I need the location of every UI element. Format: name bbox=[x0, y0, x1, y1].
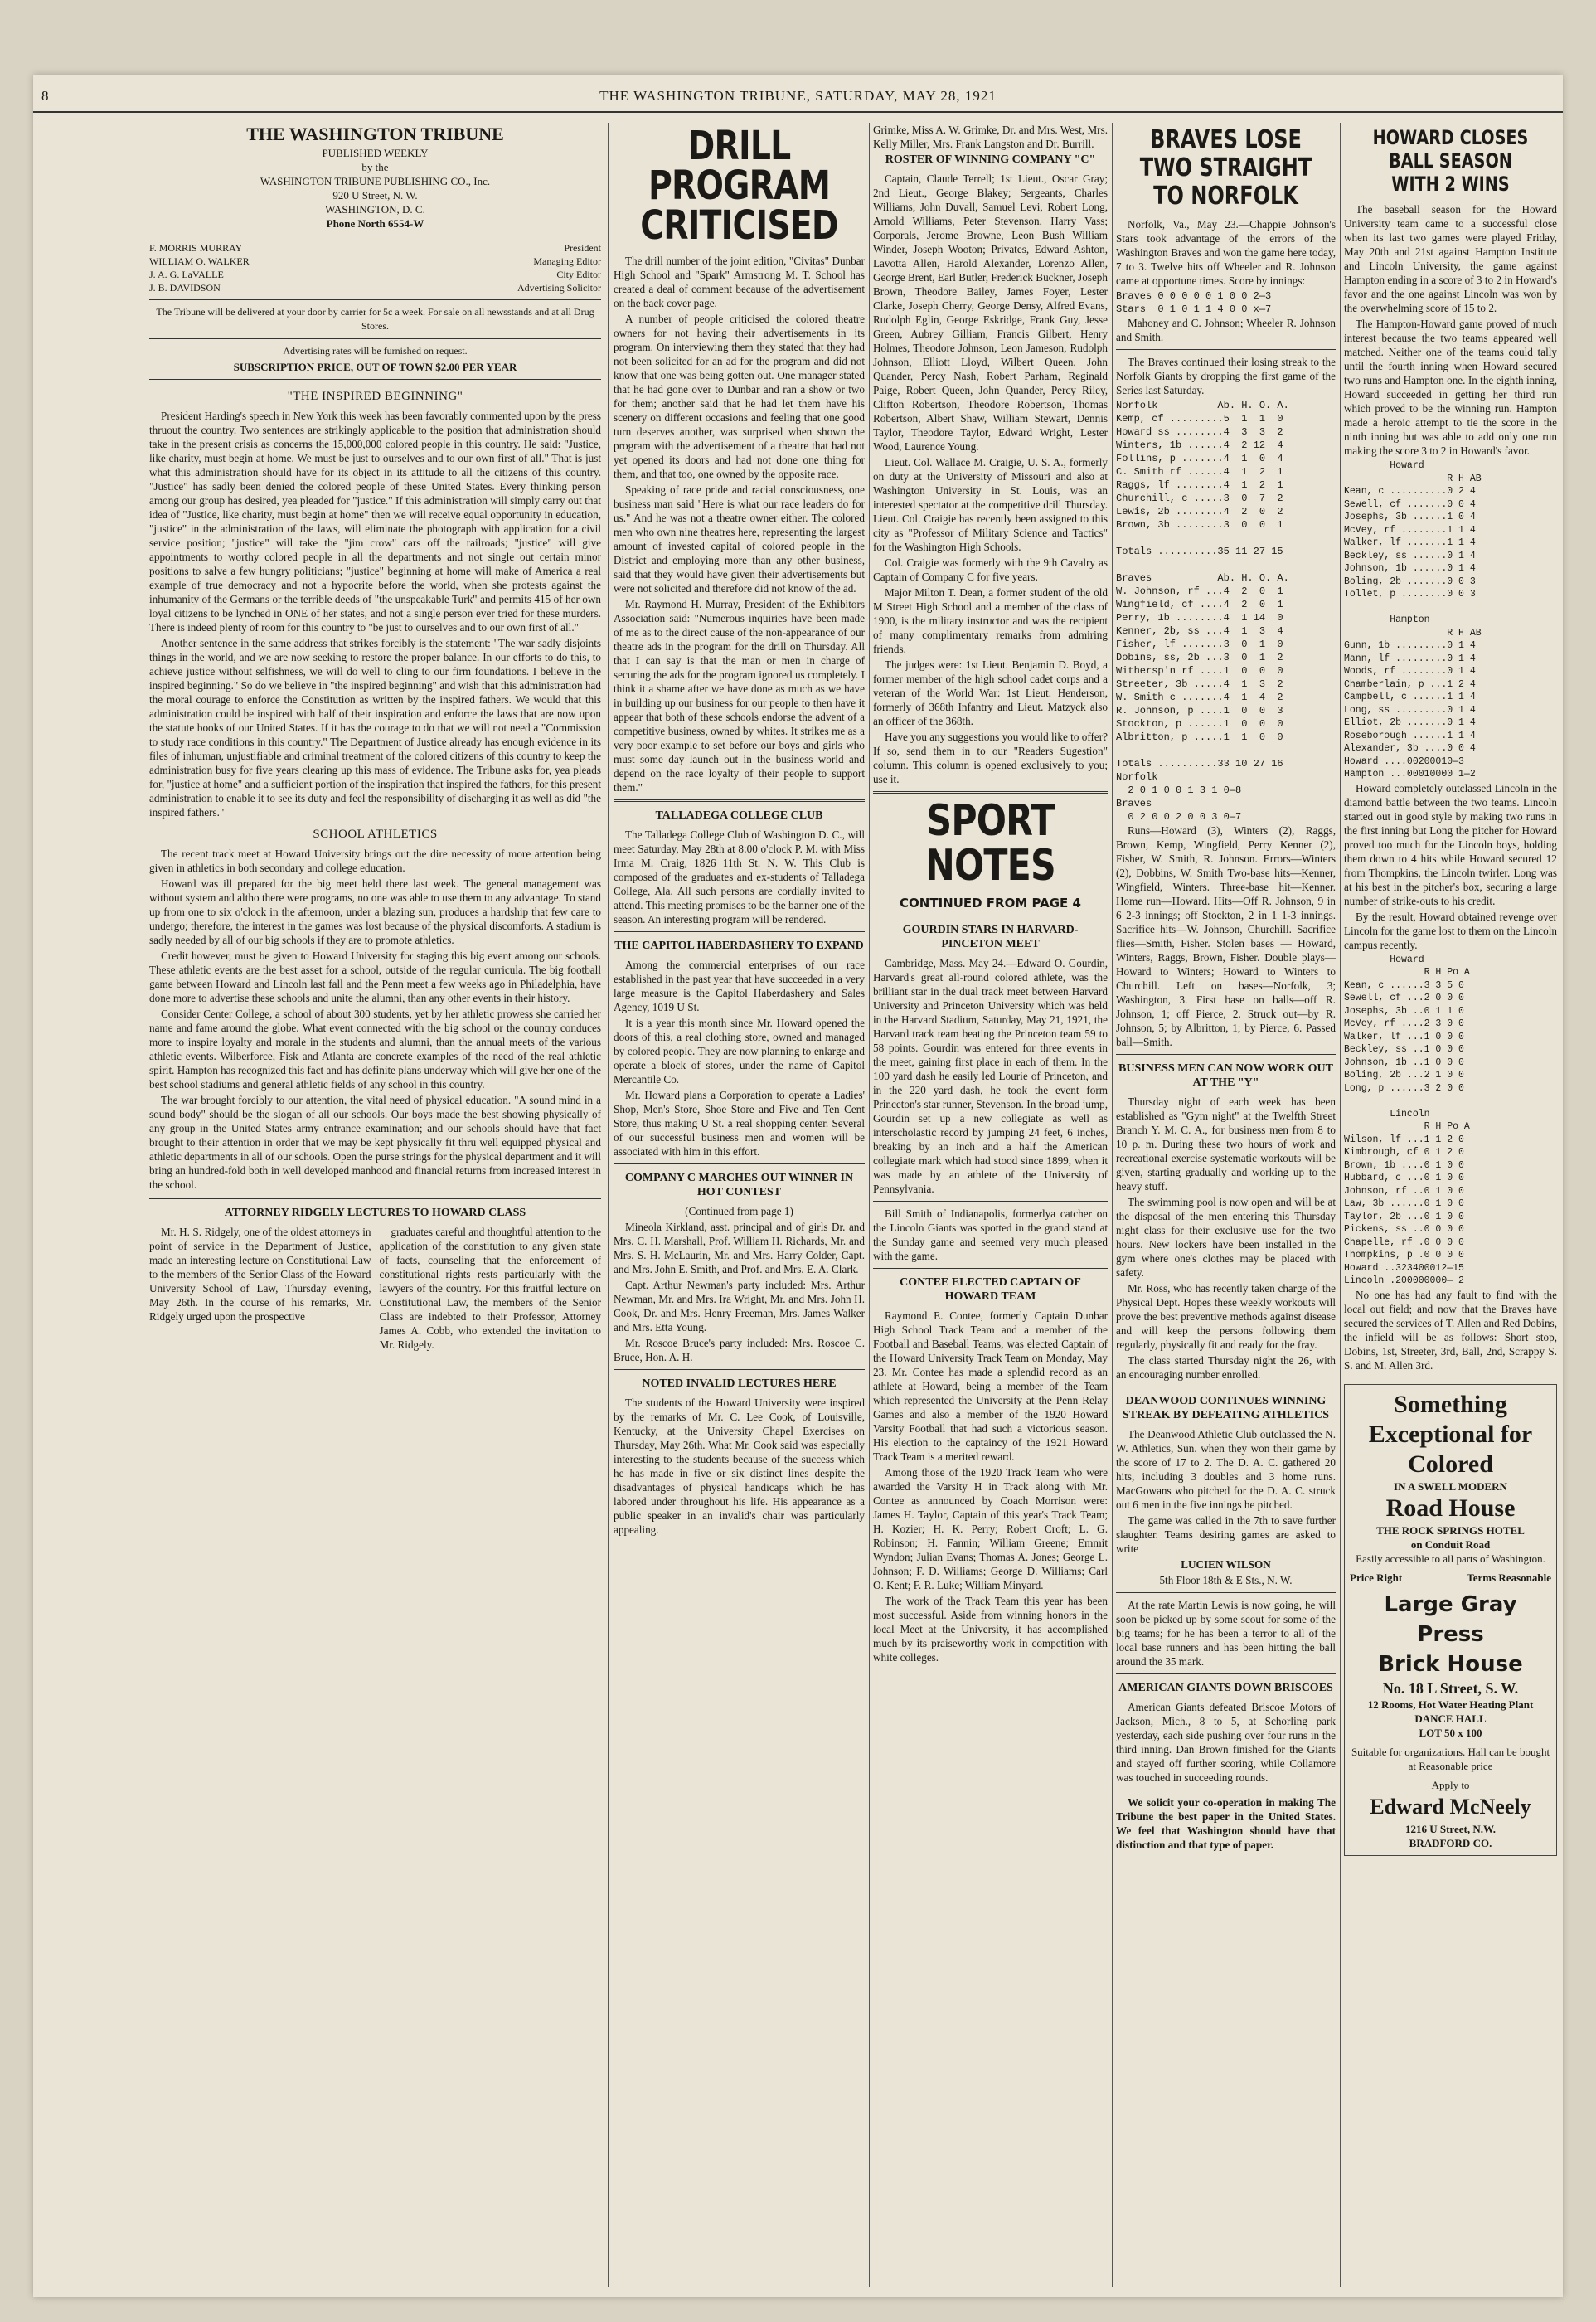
paragraph: The baseball season for the Howard University team came to a successful close when its last two games were played Friday, May 20th and 21st against Hampton Institute and Lincoln University, the game against Hampton ending in a score of 3 to 2 in Howard's favor and the one against Lincoln was won by the overwhelming score of 15 to 2. bbox=[1344, 203, 1557, 314]
article-text: Mahoney and C. Johnson; Wheeler R. Johnson and Smith. bbox=[1116, 317, 1336, 343]
colophon bbox=[149, 123, 601, 231]
ad-line: Suitable for organizations. Hall can be bought at Reasonable price bbox=[1351, 1745, 1550, 1772]
article-text: Mr. H. S. Ridgely, one of the oldest attorneys in point of service in the Department of Justice, made an interesting lecture on Constitutional Law to the members of the Senior Class of the Howard University School of Law, Thursday evening, May 26th. In the course of his remarks, Mr. Ridgely urged upon the prospective bbox=[149, 1226, 371, 1323]
paragraph: The judges were: 1st Lieut. Benjamin D. Boyd, a former member of the high school cadet corps and a veteran of the World War: 1st Lieut. Henderson, formerly of 368th Infantry and Lieut. Matzyck also an officer of the 368th. bbox=[873, 658, 1108, 727]
paragraph: Major Milton T. Dean, a former student of the old M Street High School and a member of the class of 1900, is the military instructor and was the recipient of many complimentary remarks from admiring friends. bbox=[873, 586, 1108, 655]
paragraph: Credit however, must be given to Howard University for staging this big event among our schools. These athletic events are the best asset for a school, outside of the regular curricula. The big football game between Howard and Lincoln last fall and the Penn meet a few weeks ago in Philadelphia, have done more to advertise these schools and unite the alumni, than any other events in their history. bbox=[149, 950, 601, 1004]
masthead-title: THE WASHINGTON TRIBUNE, SATURDAY, MAY 28, 1921 bbox=[599, 88, 997, 104]
article-body bbox=[1116, 1095, 1336, 1382]
article-body bbox=[873, 1309, 1108, 1664]
article-body bbox=[873, 455, 1108, 786]
staff-row bbox=[149, 268, 601, 281]
colophon-by: by the bbox=[361, 161, 389, 173]
staff-role: Managing Editor bbox=[533, 255, 601, 267]
paragraph: Consider Center College, a school of about 300 students, yet by her athletic prowess she carried her name and fame around the globe. What event connected with the big school or the country conduces more to inspire loyalty and morale in the students and alumni, than the annual meets of the various athletic events. Wilberforce, Fisk and Atlanta are concrete examples of the need of the real athletic spirit. Hampton has recognized this fact and has definite plans underway which will give her one of the best school stadiums and general athletic fields of any school in this country. bbox=[149, 1008, 601, 1091]
paragraph: Howard was ill prepared for the big meet held there last week. The general management was without system and altho there were programs, no one was able to use them to any advantage. To stand up from one to six o'clock in the afternoon, under a blazing sun, produces a hardship that few care to undergo; therefore, the interest in the games was lost because of the physical discomforts. A stadium is sadly needed by all of our big schools if they are to promote athletics. bbox=[149, 877, 601, 946]
paragraph: The recent track meet at Howard University brings out the dire necessity of more attention being given in athletics in both secondary and college education. bbox=[149, 848, 601, 874]
paragraph: Mr. Roscoe Bruce's party included: Mrs. Roscoe C. Bruce, Hon. A. H. bbox=[614, 1337, 865, 1363]
article-text: At the rate Martin Lewis is now going, he will soon be picked up by some scout for some of the big teams; for he has been a terror to all of the local base runners and has been hitting the ball around the 35 mark. bbox=[1116, 1599, 1336, 1668]
paragraph: Among those of the 1920 Track Team who were awarded the Varsity H in Track along with Mr. Contee as announced by Coach Morrison were: James H. Taylor, Captain of this year's Track Team; H. Kozier; H. K. Perry; Robert Croft; L. G. Robinson; H. Fannin; William Greene; Emmit Wyndon; Julian Evans; Thomas A. Jones; George L. Johnson; F. D. Williams; George D. Williams; Carl O. Kent; F. R. Luke; William Minyard. bbox=[873, 1466, 1108, 1591]
box-score: Norfolk Ab. H. O. A. Kemp, cf .........5 1 1 0 Howard ss ........4 3 3 2 Winters, 1b ......4 2 12 4 Follins, p .......4 1 0 4 C. Smith rf ......4 1 2 1 Raggs, lf ........4 1 2 1 Churchill, c .....3 0 7 2 Lewis, 2b ........4 2 0 2 Brown, 3b ........3 0 0 1 Totals ..........35 11 27 15 Braves Ab. H. O. A. W. Johnson, rf ...4 2 0 1 Wingfield, cf ....4 2 0 1 Perry, 1b ........4 1 14 0 Kenner, 2b, ss ...4 1 3 4 Fisher, lf .......3 0 1 0 Dobins, ss, 2b ...3 0 1 2 Withersp'n rf ....1 0 0 0 Streeter, 3b .....4 1 3 2 W. Smith c .......4 1 4 2 R. Johnson, p ....1 0 0 3 Stockton, p ......1 0 0 0 Albritton, p .....1 1 0 0 Totals ..........33 10 27 16 Norfolk 2 0 1 0 0 1 3 1 0—8 Braves 0 2 0 0 2 0 0 3 0—7 bbox=[1116, 400, 1289, 823]
staff-name: WILLIAM O. WALKER bbox=[149, 255, 250, 267]
paragraph: A number of people criticised the colored theatre owners for not having their advertisements in its program. On interviewing them they stated that they had not been solicited for an ad for the program and did not know that one was being gotten out. One manager stated that he had gone over to Dunbar and ran a show or two for them; another said that he had let them have his scenery on different occasions and feeling that one good turn deserves another, was surprised when shown the program with the advertisement of a theatre that had not yet opened its doors and had not done one thing for them, and that too, one owned by the opposite race. bbox=[614, 313, 865, 480]
article-text: graduates careful and thoughtful attention to the application of the constitution to any given state of facts, counseling that the enforcement of constitutional rights rests particularly with the lawyers of the country. For this fruitful lecture on Constitutional Law, the members of the Senior Class are indebted to their Professor, Attorney James A. Cobb, who extended the invitation to Mr. Ridgely. bbox=[379, 1226, 601, 1351]
staff-role: President bbox=[564, 242, 601, 254]
ad-price: Price Right bbox=[1350, 1571, 1403, 1584]
article-text: No one has had any fault to find with the local out field; and now that the Braves have secured the services of T. Allen and Red Dobins, the infield will be as follows: Short stop, Dobins, 1st, Streeter, 3rd, Ball, 2nd, Scrappy S. S. and M. Allen 3rd. bbox=[1344, 1288, 1557, 1372]
article-headline: ATTORNEY RIDGELY LECTURES TO HOWARD CLASS bbox=[224, 1207, 526, 1219]
paragraph: The work of the Track Team this year has been most successful. Aside from winning honors in the local Meet at the University, it has accomplished much by its praiseworthy work in competition with white colleges. bbox=[873, 1595, 1108, 1664]
roadhouse-ad bbox=[1344, 1384, 1557, 1856]
contact-address: 5th Floor 18th & E Sts., N. W. bbox=[1159, 1574, 1293, 1586]
column-2 bbox=[614, 123, 865, 2287]
contact-name: LUCIEN WILSON bbox=[1181, 1558, 1271, 1571]
article-text: Howard completely outclassed Lincoln in the diamond battle between the two teams. Lincoln started out in good style by making two runs in the first inning but Long the pitcher for Howard proved too much for the Lincoln boys, holding them down to 4 hits while Howard secured 12 from Thompkins, the Lincoln twirler. Long was at his best in the pitcher's box, securing a large number of strike-outs to his credit. bbox=[1344, 781, 1557, 907]
article-headline: ROSTER OF WINNING COMPANY "C" bbox=[885, 153, 1096, 166]
ad-line: 1216 U Street, N.W. bbox=[1404, 1822, 1497, 1835]
paragraph: Mr. Raymond H. Murray, President of the Exhibitors Association said: "Numerous inquiries have been made of me as to the direct cause of the non-appearance of our theatre ads in the program for the drill on Thursday. All that I can say is that the man or men in charge of securing the ads for the program ignored us completely. I think it a shame after we have done as much as we have in building up our business for our people to then have it appear that both of these schools endorse the advent of a competitive business, owned by whites. It strikes me as a very poor example to set before our boys and girls who must some day launch out in the business world and depend on the race loyalty of their people to support them." bbox=[614, 598, 865, 794]
column-4 bbox=[1116, 123, 1336, 2287]
ad-line: THE ROCK SPRINGS HOTEL bbox=[1376, 1523, 1525, 1537]
column-3 bbox=[873, 123, 1108, 2287]
paragraph: Mr. Ross, who has recently taken charge of the Physical Dept. Hopes these weekly workouts will prove the best preventive methods against disease and will keep the persons following them regularly, physically fit and ready for the fray. bbox=[1116, 1282, 1336, 1351]
ad-line: LOT 50 x 100 bbox=[1419, 1726, 1482, 1739]
paragraph: Col. Craigie was formerly with the 9th Cavalry as Captain of Company C for five years. bbox=[873, 556, 1108, 583]
column-rule bbox=[1340, 123, 1341, 2287]
staff-list bbox=[149, 241, 601, 294]
ad-line: Large Gray Press bbox=[1384, 1591, 1517, 1647]
article-text: The Braves continued their losing streak to the Norfolk Giants by dropping the first game of the Series last Saturday. bbox=[1116, 356, 1336, 396]
ad-line: Colored bbox=[1408, 1450, 1493, 1478]
article-body bbox=[614, 1220, 865, 1364]
ad-line: Easily accessible to all parts of Washington. bbox=[1356, 1552, 1545, 1565]
article-body bbox=[1116, 1427, 1336, 1556]
ad-line: Edward McNeely bbox=[1370, 1794, 1531, 1819]
ad-rates: Advertising rates will be furnished on request. bbox=[283, 345, 468, 357]
column-5 bbox=[1344, 123, 1557, 2287]
box-score: Howard R H AB Kean, c ..........0 2 4 Sewell, cf .......0 0 4 Josephs, 3b ......1 0 4 McVey, rf ........1 1 4 Walker, lf .......1 1 4 Beckley, ss ......0 1 4 Johnson, 1b ......0 1 4 Boling, 2b .......0 0 3 Tollet, p ........0 0 3 Hampton R H AB Gunn, 1b .........0 1 4 Mann, lf .........0 1 4 Woods, rf ........0 1 4 Chamberlain, p ...1 2 4 Campbell, c ......1 1 4 Long, ss .........0 1 4 Elliot, 2b .......0 1 4 Roseborough ......1 1 4 Alexander, 3b ....0 0 4 Howard ....00200010—3 Hampton ...00010000 1—2 bbox=[1344, 460, 1482, 780]
article-text: The students of the Howard University were inspired by the remarks of Mr. C. Lee Cook, of Louisville, Kentucky, at the University Chapel Exercises on Thursday, May 26th. What Mr. Cook said was especially interesting to the students because of the success which he has made in five or six distinct lines despite the disadvantages of physical handicaps which he has labored under throughout his life. His appearance as a public speaker in an invalid's chair was particularly appealing. bbox=[614, 1397, 865, 1536]
article-headline: COMPANY C MARCHES OUT WINNER IN HOT CONTEST bbox=[624, 1172, 854, 1198]
paragraph: The drill number of the joint edition, "Civitas" Dunbar High School and "Spark" Armstrong M. T. School has created a deal of comment because of the advertisement on the back cover page. bbox=[614, 255, 865, 309]
colophon-phone: Phone North 6554-W bbox=[326, 217, 424, 230]
ad-line: BRADFORD CO. bbox=[1409, 1836, 1492, 1849]
ad-line: Exceptional for bbox=[1368, 1420, 1533, 1448]
ad-terms: Terms Reasonable bbox=[1467, 1571, 1551, 1584]
subscription-price: SUBSCRIPTION PRICE, OUT OF TOWN $2.00 PER YEAR bbox=[233, 361, 517, 373]
colophon-address: 920 U Street, N. W. bbox=[332, 189, 418, 202]
page-number: 8 bbox=[41, 88, 50, 104]
editorial-headline: "THE INSPIRED BEGINNING" bbox=[287, 390, 463, 403]
masthead bbox=[33, 86, 1563, 113]
sport-notes-headline: SPORT NOTES bbox=[925, 796, 1055, 891]
paragraph: Mr. Howard plans a Corporation to operate a Ladies' Shop, Men's Store, Shoe Store and Five and Ten Cent Store, thus making U St. a real shopping center. Several of our successful business men and women will be associated with him in this effort. bbox=[614, 1089, 865, 1158]
column-1 bbox=[149, 123, 601, 2287]
paragraph: It is a year this month since Mr. Howard opened the doors of this, a real clothing store, owned and managed by colored people. They are now planning to enlarge and operate a block of stores, under the name of Capitol Mercantile Co. bbox=[614, 1017, 865, 1086]
article-text: Norfolk, Va., May 23.—Chappie Johnson's Stars took advantage of the errors of the Washington Braves and won the game here today, 7 to 3. Twelve hits off Wheeler and R. Johnson came at opportune times. Score by innings: bbox=[1116, 218, 1336, 287]
paragraph: Have you any suggestions you would like to offer? If so, send them in to our "Readers Sugestion" column. This column is opened exclusively to you; use it. bbox=[873, 731, 1108, 785]
colophon-freq: PUBLISHED WEEKLY bbox=[322, 147, 429, 159]
paragraph: Speaking of race pride and racial consciousness, one business man said "Here is what our race leaders do for us." And he was not a theatre owner either. The colored men who own nine theatres here, representing the largest amount of invested capital of colored people in the District and employing more than any other business, said that they would have given their advertisements but were not solicited and therefore did not know of the ad. bbox=[614, 483, 865, 595]
ad-line: DANCE HALL bbox=[1414, 1712, 1487, 1725]
paragraph: Lieut. Col. Wallace M. Craigie, U. S. A., formerly on duty at the University of Missouri and also at Washington University in St. Louis, was an interested spectator at the competitive drill Thursday. Lieut. Col. Craigie has recently been assigned to this city as "Professor of Military Science and Tactics" for the Washington High Schools. bbox=[873, 456, 1108, 553]
colophon-name: THE WASHINGTON TRIBUNE bbox=[246, 124, 504, 144]
staff-role: City Editor bbox=[556, 269, 601, 280]
delivery-note: The Tribune will be delivered at your door by carrier for 5c a week. For sale on all newsstands and at all Drug Stores. bbox=[156, 306, 594, 332]
staff-row bbox=[149, 281, 601, 294]
ad-line: 12 Rooms, Hot Water Heating Plant bbox=[1367, 1698, 1534, 1711]
newspaper-page bbox=[33, 75, 1563, 2297]
colophon-city: WASHINGTON, D. C. bbox=[325, 203, 425, 216]
ad-line: No. 18 L Street, S. W. bbox=[1382, 1679, 1519, 1697]
ad-line: Apply to bbox=[1431, 1778, 1470, 1791]
appeal-text: We solicit your co-operation in making The Tribune the best paper in the United States. We feel that Washington should have that distinction and that type of paper. bbox=[1116, 1796, 1336, 1851]
article-text: By the result, Howard obtained revenge over Lincoln for the game lost to them on the Lincoln campus recently. bbox=[1344, 910, 1557, 951]
article-headline: CONTEE ELECTED CAPTAIN OF HOWARD TEAM bbox=[900, 1276, 1081, 1303]
paragraph: Mineola Kirkland, asst. principal and of girls Dr. and Mrs. C. H. Marshall, Prof. William H. Richards, Mr. and Mrs. S. H. McLaurin, Mr. and Mrs. Harry Colder, Capt. and Mrs. John E. Smith, and Prof. and Mrs. E. A. Clark. bbox=[614, 1221, 865, 1275]
ad-line: Road House bbox=[1385, 1494, 1516, 1522]
editorial-headline: SCHOOL ATHLETICS bbox=[313, 828, 438, 841]
paragraph: The Hampton-Howard game proved of much interest because the two teams appeared well matched. Neither one of the teams could tally until the fourth inning when Howard secured two runs and Hampton one. In the eighth inning, Howard succeeded in getting her third run which proved to be the winning run. Hampton made a heroic attempt to tie the score in the ninth inning but was able to add only one run making the score 3 to 2 in Howard's favor. bbox=[1344, 318, 1557, 457]
ad-line: on Conduit Road bbox=[1410, 1537, 1491, 1551]
colophon-publisher: WASHINGTON TRIBUNE PUBLISHING CO., Inc. bbox=[260, 175, 491, 187]
paragraph: The war brought forcibly to our attention, the vital need of physical education. "A sound mind in a sound body" should be the slogan of all our schools. Our boys made the best showing physically of any group in the United States army entrance examination; and our schools should have that fact brought to their attention in order that we may be kept physically fit thru well equipped physical and athletic departments in all of our schools. Open the purse strings for the physical department and it will bring an hundred-fold both in well developed manhood and financial returns from increased interest in the school. bbox=[149, 1094, 601, 1191]
article-headline: DEANWOOD CONTINUES WINNING STREAK BY DEFEATING ATHLETICS bbox=[1122, 1395, 1330, 1421]
paragraph: The game was called in the 7th to save further slaughter. Teams desiring games are asked to write bbox=[1116, 1514, 1336, 1555]
article-text: Cambridge, Mass. May 24.—Edward O. Gourdin, Harvard's great all-round colored athlete, was the brilliant star in the dual track meet between Harvard University and Princeton University which was held in the Harvard Stadium, Saturday, May 21, 1921, the Harvard track team beating the Princeton team 59 to 58 points. Gourdin was entered for three events in the meet, gaining first place in each of them. In the 100 yard dash he easily led Lourie of Princeton, and in the 220 yard dash, he took the event form Princeton's star runner, Stevenson. In the broad jump, Gourdin set up a new collegiate as well as interscholastic record by jumping 24 feet, 6 inches, breaking by an inch and a half the American collegiate mark which had stood since 1899, when it was made by an athlete of the University of Pennsylvania. bbox=[873, 957, 1108, 1195]
paragraph: President Harding's speech in New York this week has been favorably commented upon by the press thruout the country. Two sentences are strikingly applicable to the position that administration should take in the present crisis as concerns the 15,000,000 colored people in this country. He said: "Justice, like charity, must begin at home. We must be just to ourselves and to our own first of all." That is just what this administration should have for its object in its attitude to all the citizens of this country. "Justice" has sadly been denied the colored people of these United States. Every thinking person among our group has desired, yea pleaded for "justice." If this administration will simply carry out that idea of "Justice, like charity, must begin at home" then we will receive equal opportunity in education, "justice" in the administration of the laws, will eliminate the photograph with application for a civil service position; "justice" will take the "jim crow" cars off the railroads; "justice" will give appointments to worthy colored people in all the departments and not single out certain minor positions to salve a few hungry politicians; "justice" beginning at home will make of America a real example of true democracy and not a hypocrite before the world, when she protests against the inhumanity of the Germans or the terrible deeds of "the unspeakable Turk" and permits 415 of her own loyal citizens to be lynched in ONE of her states, and not a single person ever tried for these murders. There is indeed plenty of room for this country to "be just to ourselves and to our own first of all." bbox=[149, 410, 601, 634]
article-text: American Giants defeated Briscoe Motors of Jackson, Mich., 8 to 5, at Schorling park yesterday, each side pushing over four runs in the third inning. Dan Brown finished for the Giants and stayed off further scoring, while Collamore was touched in succeeding rounds. bbox=[1116, 1701, 1336, 1784]
staff-row bbox=[149, 241, 601, 255]
staff-name: F. MORRIS MURRAY bbox=[149, 242, 243, 254]
sport-notes-sub: CONTINUED FROM PAGE 4 bbox=[900, 896, 1081, 911]
line-score: Braves 0 0 0 0 0 1 0 0 2—3 Stars 0 1 0 1 1 4 0 0 x—7 bbox=[1116, 290, 1272, 315]
editorial-body bbox=[149, 847, 601, 1192]
roster-text: Captain, Claude Terrell; 1st Lieut., Oscar Gray; 2nd Lieut., George Blakey; Sergeants, Charles Williams, John Duvall, Samuel Levi, Robert Long, Arnold Williams, Peter Stevenson, Harry Vass; Corporals, Jerome Browne, Leon Bush William Winder, Joseph Wooton; Privates, Edward Ashton, Lavotta Allen, Harold Alexander, Lorenzo Allen, George Brent, Earl Butler, Frederick Buckner, Joseph Brown, Theodore Bailey, James Foyer, Lester Clarke, Joseph Cherry, George Densy, Alfred Evans, Rudolph Eglin, George Eskridge, Frank Guy, Jesse Green, Aubrey Gilliam, Francis Gilbert, Henry Holmes, Theodore Johnson, Leon Jameson, Rudolph Johnson, Elliott Lloyd, Wilbert Queen, John Quander, Percy Nash, Robert Parham, Reginald Paige, Robert Queen, John Quander, Percy Riley, Clifton Robertson, Theodore Robertson, Thomas Robertson, Albert Shaw, William Stewart, Dennis Taylor, Theodore Taylor, Edward Wright, Lester Wood, Laurence Young. bbox=[873, 172, 1108, 453]
paragraph: The Deanwood Athletic Club outclassed the N. W. Athletics, Sun. when they won their game by the score of 17 to 2. The D. A. C. gathered 20 hits, including 3 doubles and 3 home runs. MacGowans who pitched for the D. A. C. struck out 6 men in the five innings he pitched. bbox=[1116, 1428, 1336, 1511]
article-body bbox=[614, 958, 865, 1159]
drill-headline: DRILL PROGRAM CRITICISED bbox=[640, 123, 838, 249]
article-headline: BUSINESS MEN CAN NOW WORK OUT AT THE "Y" bbox=[1118, 1062, 1333, 1089]
box-score: Howard R H Po A Kean, c ......3 3 5 0 Sewell, cf ...2 0 0 0 Josephs, 3b ..0 1 1 0 McVey, rf ....2 3 0 0 Walker, lf ...1 0 0 0 Beckley, ss ..1 0 0 0 Johnson, 1b ..1 0 0 0 Boling, 2b ...2 1 0 0 Long, p ......3 2 0 0 Lincoln R H Po A Wilson, lf ...1 1 2 0 Kimbrough, cf 0 1 2 0 Brown, 1b ....0 1 0 0 Hubbard, c ...0 1 0 0 Johnson, rf ..0 1 0 0 Law, 3b ......0 1 0 0 Taylor, 2b ...0 1 0 0 Pickens, ss ..0 0 0 0 Chapelle, rf .0 0 0 0 Thompkins, p .0 0 0 0 Howard ..323400012—15 Lincoln .200000000— 2 bbox=[1344, 954, 1470, 1286]
article-headline: GOURDIN STARS IN HARVARD-PINCETON MEET bbox=[902, 924, 1079, 950]
ad-line: Something bbox=[1394, 1390, 1507, 1418]
ad-line: IN A SWELL MODERN bbox=[1394, 1479, 1507, 1493]
paragraph: The class started Thursday night the 26, with an encouraging number enrolled. bbox=[1116, 1354, 1336, 1381]
paragraph: Raymond E. Contee, formerly Captain Dunbar High School Track Team and a member of the Football and Baseball Teams, was elected Captain of the Howard University Track Team on Monday, May 23. Mr. Contee has made a splendid record as an athlete at Howard, being a member of the Team which represented the University at the Penn Relay Games and also a member of the 1920 Howard Varsity Football that had such a victorious season. His election to the captaincy of the 1921 Howard Track Team is a merited reward. bbox=[873, 1309, 1108, 1463]
continued-note: (Continued from page 1) bbox=[685, 1205, 793, 1217]
paragraph: Among the commercial enterprises of our race established in the past year that have succeeded in a very large measure is the Capitol Haberdashery and Sales Agency, 1019 U St. bbox=[614, 959, 865, 1013]
paragraph: Thursday night of each week has been established as "Gym night" at the Twelfth Street Branch Y. M. C. A., for business men from 8 to 10 p. m. During these two hours of work and recreational exercise systematic workouts will be given, starting gradually and working up to the heavy stuff. bbox=[1116, 1095, 1336, 1193]
editorial-body bbox=[149, 409, 601, 819]
staff-row bbox=[149, 255, 601, 268]
article-headline: TALLADEGA COLLEGE CLUB bbox=[655, 809, 823, 822]
staff-name: J. B. DAVIDSON bbox=[149, 282, 221, 294]
paragraph: Another sentence in the same address that strikes forcibly is the statement: "The war sadly disjoints things in the world, and we are now seeking to restore the proper balance. In our efforts to do this, to achieve justice without selfishness, we will do well to cling to our firm foundations. I believe in the inspired beginning." So do we believe in "the inspired beginning" and wish that this administration had the moral courage to enforce the Constitution as written by the inspired fathers. We would that this administration could be inspired with half of their inspiration and enforce the laws that are now upon the statute books of our United States. If it has the courage to do that we will not need a "Commission to study race conditions in this country." The Department of Justice already has enough evidence in its files of inhuman, unjustifiable and criminal treatment of the colored citizens of this country to keep the administration busy for five years clearing up this mass of evidence. The Tribune asks for, yea pleads for, "justice at home" and a sufficient portion of the inspiration that inspired the fathers, for this present administration to enable it to see its duty and feel the responsibility of discharging it as well as did "the inspired fathers." bbox=[149, 637, 601, 819]
article-headline: THE CAPITOL HABERDASHERY TO EXPAND bbox=[614, 940, 864, 952]
article-body bbox=[614, 254, 865, 794]
article-body bbox=[1344, 202, 1557, 458]
braves-headline: BRAVES LOSE TWO STRAIGHT TO NORFOLK bbox=[1139, 125, 1312, 211]
column-rule bbox=[1112, 123, 1113, 2287]
howard-headline: HOWARD CLOSES BALL SEASON WITH 2 WINS bbox=[1372, 126, 1529, 196]
article-text: Runs—Howard (3), Winters (2), Raggs, Brown, Kemp, Wingfield, Perry Kenner (2), Fisher, W. Smith, R. Johnson. Errors—Winters (2), Dobbins, W. Smith Two-base hits—Kenner, Wingfield, Winters. Three-base hit—Kenner. Home run—Howard. Hits—Off R. Johnson, 9 in 6 2-3 innings; off Stockton, 2 in 1 1-3 innings. Sacrifice hits—W. Johnson, Churchill. Sacrifice flies—Smith, Fisher. Stolen bases — Howard, Winters, Raggs, Brown, Fisher. Double plays—Howard to Winters; Howard to Winters to Churchill. Left on bases—Norfolk, 3; Washington, 3. First base on balls—off R. Johnson, 1; off Pierce, 2. Struck out—by R. Johnson, 5; by Albritton, 1; by Pierce, 6. Passed ball—Smith. bbox=[1116, 824, 1336, 1048]
article-headline: NOTED INVALID LECTURES HERE bbox=[642, 1377, 837, 1390]
paragraph: Capt. Arthur Newman's party included: Mrs. Arthur Newman, Mr. and Mrs. Ira Wright, Mr. and Mrs. John H. Cook, Dr. and Mrs. Henry Freeman, Mrs. James Walker and Mrs. Etta Young. bbox=[614, 1279, 865, 1333]
article-text: The Talladega College Club of Washington D. C., will meet Saturday, May 28th at 8:00 o'clock P. M. with Miss Irma M. Craig, 1826 11th St. N. W. This Club is composed of the graduates and ex-students of Talladega College, Ala. All such persons are cordially invited to attend. This meeting promises to be the banner one of the season. An interesting program will be rendered. bbox=[614, 828, 865, 925]
staff-role: Advertising Solicitor bbox=[517, 282, 601, 294]
staff-name: J. A. G. LaVALLE bbox=[149, 269, 224, 280]
ad-line: Brick House bbox=[1378, 1651, 1523, 1677]
article-text: Bill Smith of Indianapolis, formerlya catcher on the Lincoln Giants was spotted in the grand stand at the Sunday game and seemed very much pleased with the game. bbox=[873, 1207, 1108, 1262]
article-headline: AMERICAN GIANTS DOWN BRISCOES bbox=[1118, 1682, 1333, 1694]
paragraph: The swimming pool is now open and will be at the disposal of the men entering this Thursday night class for their exclusive use for the two hours. New lockers have been installed in the gym where one's clothes may be placed with safety. bbox=[1116, 1196, 1336, 1279]
column-rule bbox=[869, 123, 870, 2287]
article-text: Grimke, Miss A. W. Grimke, Dr. and Mrs. West, Mrs. Kelly Miller, Mrs. Frank Langston and Dr. Burrill. bbox=[873, 124, 1108, 150]
column-rule bbox=[608, 123, 609, 2287]
